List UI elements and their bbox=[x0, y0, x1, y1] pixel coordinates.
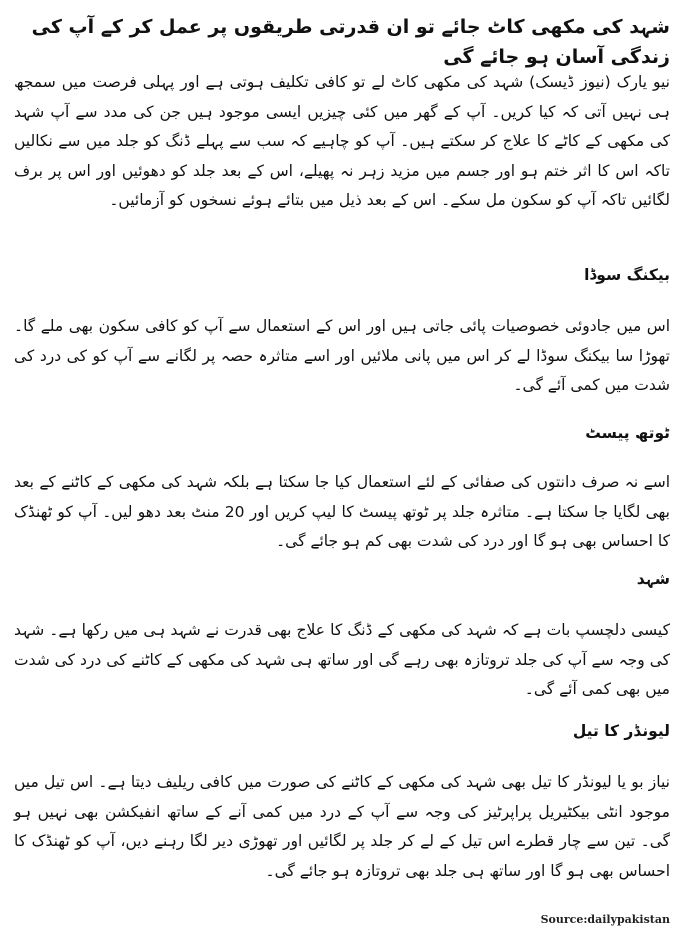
section-heading-honey: شہد bbox=[636, 570, 670, 588]
section-heading-toothpaste: ٹوتھ پیسٹ bbox=[585, 424, 670, 442]
section-body-baking-soda: اس میں جادوئی خصوصیات پائی جاتی ہیں اور اس کے استعمال سے آپ کو کافی سکون بھی ملے گا۔ تھوڑا سا بیکنگ سوڈا لے کر اس میں پانی ملائیں اور اسے متاثرہ حصہ پر لگانے سے آپ کو کی درد کی شدت میں کمی آئے گی۔ bbox=[14, 317, 670, 394]
intro-paragraph: نیو یارک (نیوز ڈیسک) شہد کی مکھی کاٹ لے تو کافی تکلیف ہوتی ہے اور پہلی فرصت میں سمجھ ہی نہیں آتی کہ کیا کریں۔ آپ کے گھر میں کئی چیزیں ایسی موجود ہیں جن کی مدد سے آپ شہد کی مکھی کے کاٹے کا علاج کر سکتے ہیں۔ آپ کو چاہیے کہ سب سے پہلے ڈنگ کو جلد میں سے نکالیں تاکہ اس کا اثر ختم ہو اور جسم میں مزید زہر نہ پھیلے، اس کے بعد جلد کو دھوئیں اور اس پر برف لگائیں تاکہ آپ کو سکون مل سکے۔ اس کے بعد ذیل میں بتائے ہوئے نسخوں کو آزمائیں۔ bbox=[14, 73, 670, 209]
article-headline: شہد کی مکھی کاٹ جائے تو ان قدرتی طریقوں پر عمل کر کے آپ کی زندگی آسان ہو جائے گی bbox=[31, 16, 670, 68]
section-body-toothpaste: اسے نہ صرف دانتوں کی صفائی کے لئے استعمال کیا جا سکتا ہے بلکہ شہد کی مکھی کے کاٹنے کے بعد بھی لگایا جا سکتا ہے۔ متاثرہ جلد پر ٹوتھ پیسٹ کا لیپ کریں اور 20 منٹ بعد دھو لیں۔ آپ کو ٹھنڈک کا احساس بھی ہو گا اور درد کی شدت بھی کم ہو جائے گی۔ bbox=[14, 473, 670, 550]
section-body-honey: کیسی دلچسپ بات ہے کہ شہد کی مکھی کے ڈنگ کا علاج بھی قدرت نے شہد ہی میں رکھا ہے۔ شہد کی وجہ سے آپ کی جلد تروتازہ بھی رہے گی اور ساتھ ہی شہد کی مکھی کے کاٹنے کی درد کی شدت میں بھی کمی آئے گی۔ bbox=[14, 621, 670, 698]
section-body-lavender-oil: نیاز بو یا لیونڈر کا تیل بھی شہد کی مکھی کے کاٹنے کی صورت میں کافی ریلیف دیتا ہے۔ اس تیل میں موجود انٹی بیکٹیریل پراپرٹیز کی وجہ سے آپ کے درد میں کمی آنے کے ساتھ انفیکشن بھی نہیں ہو گی۔ تین سے چار قطرے اس تیل کے لے کر جلد پر لگائیں اور تھوڑی دیر لگا رہنے دیں، آپ کو ٹھنڈک کا احساس بھی ہو گا اور ساتھ ہی جلد بھی تروتازہ ہو جائے گی۔ bbox=[14, 773, 670, 880]
source-credit: Source:dailypakistan bbox=[540, 913, 670, 926]
section-heading-baking-soda: بیکنگ سوڈا bbox=[584, 266, 670, 284]
section-heading-lavender-oil: لیونڈر کا تیل bbox=[572, 722, 670, 740]
